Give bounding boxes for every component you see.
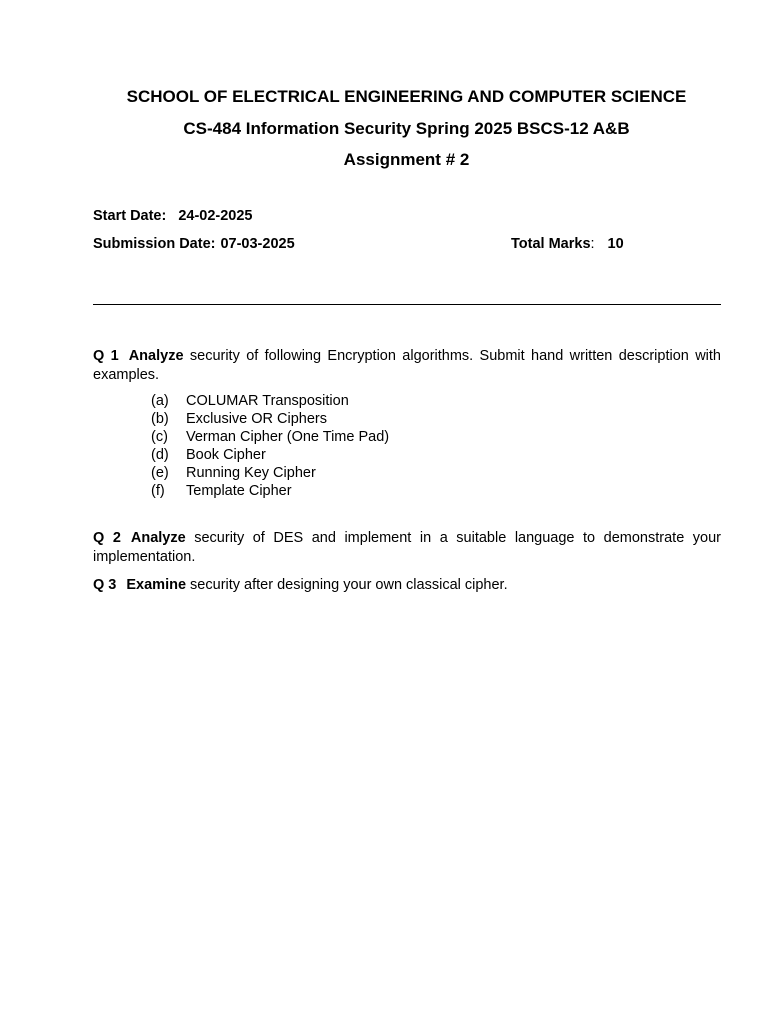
question-text: security after designing your own classical cipher. — [186, 577, 508, 593]
submission-date-row — [93, 235, 295, 253]
total-marks-label: Total Marks — [511, 236, 591, 252]
list-item — [151, 482, 389, 500]
start-date-row — [93, 207, 253, 225]
list-item-text: COLUMAR Transposition — [186, 393, 349, 409]
submission-date-value: 07-03-2025 — [220, 236, 295, 252]
question-number: Q 3 — [93, 577, 117, 593]
question-2 — [93, 529, 721, 566]
list-item-letter: (d) — [151, 447, 169, 464]
list-item-letter: (b) — [151, 411, 169, 428]
question-text: security of DES and implement in a suitable language to demonstrate your implementation. — [93, 530, 722, 565]
start-date-value: 24-02-2025 — [178, 208, 253, 224]
start-date-label: Start Date: — [93, 208, 167, 224]
question-3 — [93, 576, 721, 595]
question-verb: Analyze — [130, 530, 186, 546]
school-title: SCHOOL OF ELECTRICAL ENGINEERING AND COMPUTER SCIENCE — [126, 87, 687, 106]
list-item-text: Verman Cipher (One Time Pad) — [186, 429, 390, 446]
total-marks-row — [511, 235, 624, 253]
list-item-letter: (f) — [151, 483, 165, 500]
list-item-text: Running Key Cipher — [186, 465, 316, 482]
question-verb: Examine — [126, 577, 187, 593]
list-item — [151, 428, 389, 446]
total-marks-value: 10 — [607, 236, 624, 252]
separator-line — [93, 304, 721, 305]
list-item-letter: (a) — [151, 393, 169, 409]
list-item-text: Exclusive OR Ciphers — [186, 411, 328, 428]
list-item — [151, 464, 389, 482]
course-title: CS-484 Information Security Spring 2025 BSCS-12 A&B — [183, 119, 630, 138]
question-verb: Analyze — [128, 348, 184, 364]
question-1 — [93, 347, 721, 384]
list-item-letter: (c) — [151, 429, 168, 446]
list-item — [151, 446, 389, 464]
list-item — [151, 410, 389, 428]
total-marks-colon: : — [590, 236, 595, 252]
list-item — [151, 392, 389, 410]
question-number: Q 2 — [93, 530, 121, 546]
list-item-text: Book Cipher — [186, 447, 266, 464]
list-item-text: Template Cipher — [186, 483, 292, 500]
question-text: security of following Encryption algorithms. Submit hand written description with examples. — [93, 348, 721, 383]
submission-date-label: Submission Date: — [93, 236, 216, 252]
assignment-title: Assignment # 2 — [343, 150, 470, 169]
cipher-list — [151, 392, 389, 501]
question-number: Q 1 — [93, 348, 119, 364]
list-item-letter: (e) — [151, 465, 169, 482]
